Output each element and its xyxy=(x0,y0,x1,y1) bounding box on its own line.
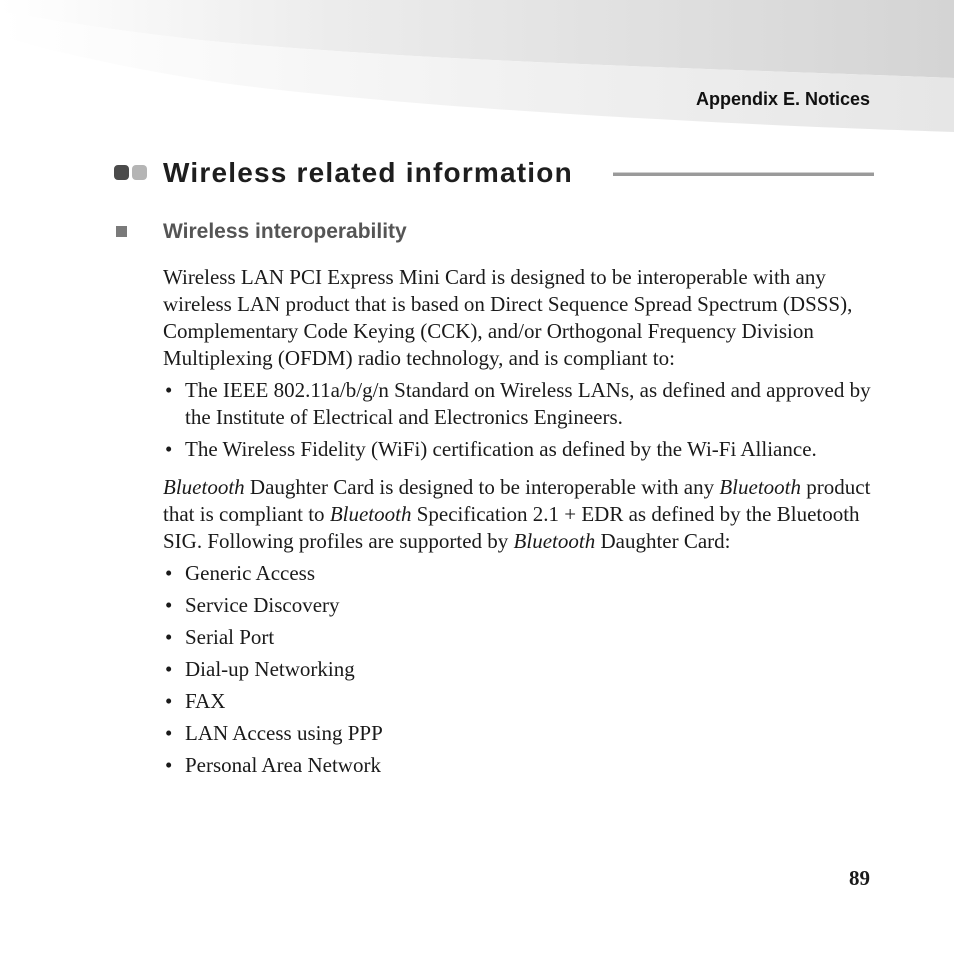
heading-rule xyxy=(613,172,874,176)
list-item: • Service Discovery xyxy=(163,592,873,619)
section-title: Wireless related information xyxy=(163,157,573,188)
section-heading xyxy=(114,156,874,190)
list-item: • FAX xyxy=(163,688,873,715)
body-text xyxy=(163,264,873,784)
intro-paragraph: Wireless LAN PCI Express Mini Card is designed to be interoperable with any wireless LAN product that is based on Direct Sequence Spread Spectrum (DSSS), Complementary Code Keying (CCK), and/or Orthogonal Frequency Division Multiplexing (OFDM) radio technology, and is compliant to: xyxy=(163,265,853,370)
heading-dots-icon xyxy=(114,165,150,183)
standards-list xyxy=(163,377,873,463)
bluetooth-term: Bluetooth xyxy=(329,502,412,526)
list-item: • Serial Port xyxy=(163,624,873,651)
paragraph-text: Specification 2.1 + EDR as defined by the Bluetooth SIG. Following profiles are supported by xyxy=(163,502,860,553)
list-item: • The IEEE 802.11a/b/g/n Standard on Wireless LANs, as defined and approved by the Institute of Electrical and Electronics Engineers. xyxy=(163,377,873,431)
paragraph-text: Daughter Card: xyxy=(595,529,731,553)
paragraph-text: Daughter Card is designed to be interoperable with any xyxy=(244,475,720,499)
profiles-list xyxy=(163,560,873,779)
header-swoosh-graphic xyxy=(0,0,954,150)
page-number: 89 xyxy=(849,866,870,890)
light-dot-icon xyxy=(132,165,147,180)
list-item: • Personal Area Network xyxy=(163,752,873,779)
bluetooth-term: Bluetooth xyxy=(719,475,802,499)
subsection-title: Wireless interoperability xyxy=(163,220,407,243)
list-item: • The Wireless Fidelity (WiFi) certification as defined by the Wi-Fi Alliance. xyxy=(163,436,873,463)
bluetooth-paragraph xyxy=(163,474,873,555)
paragraph-text: product that is compliant to xyxy=(163,475,871,526)
list-item: • Dial-up Networking xyxy=(163,656,873,683)
square-bullet-icon xyxy=(116,226,127,237)
running-header: Appendix E. Notices xyxy=(695,89,870,109)
bluetooth-term: Bluetooth xyxy=(163,475,245,499)
dark-dot-icon xyxy=(114,165,129,180)
list-item: • LAN Access using PPP xyxy=(163,720,873,747)
list-item: • Generic Access xyxy=(163,560,873,587)
bluetooth-term: Bluetooth xyxy=(513,529,596,553)
